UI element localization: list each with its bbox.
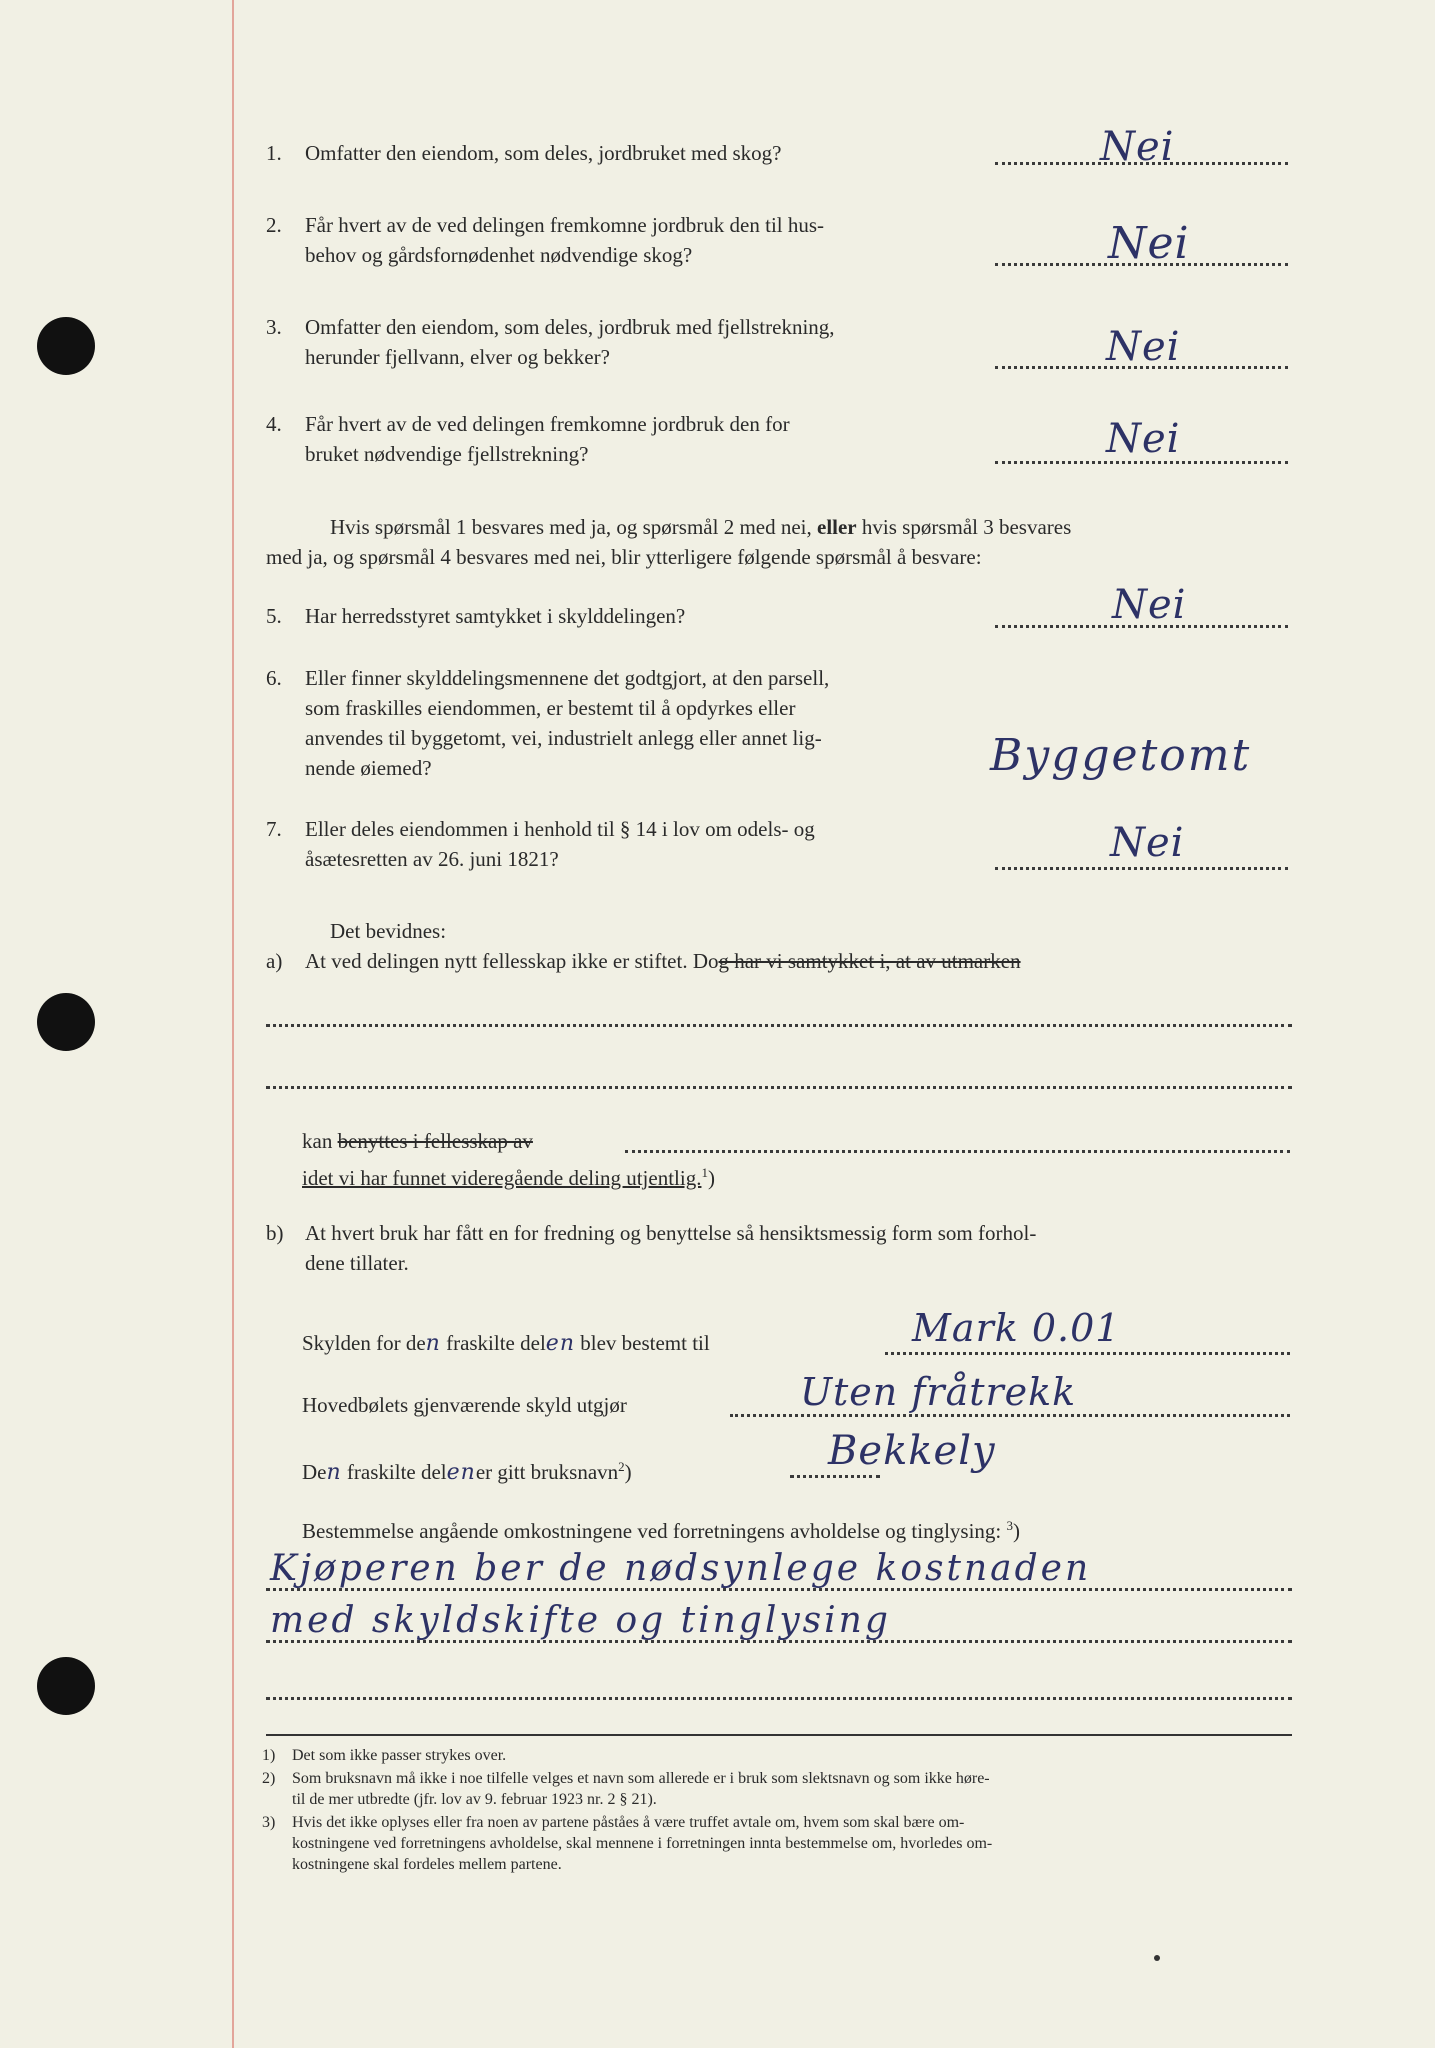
- skyld-line-3-paren: ): [624, 1460, 632, 1484]
- answer-2: Nei: [1108, 218, 1190, 269]
- footnote-1-line-1: Det som ikke passer strykes over.: [292, 1747, 507, 1764]
- skyld-line-3-sup: 2: [618, 1459, 625, 1474]
- skyld-line-1-c: blev bestemt til: [580, 1331, 710, 1355]
- kan-struck: benyttes i fellesskap av: [337, 1129, 533, 1153]
- question-4-line-1: Får hvert av de ved delingen fremkomne jordbruk den for: [305, 412, 790, 436]
- item-a-label: a): [266, 949, 283, 973]
- footnote-3-mark: 3): [262, 1814, 276, 1831]
- question-2-line-2: behov og gårdsfornødenhet nødvendige skog?: [305, 243, 693, 267]
- kan-prefix: kan: [302, 1129, 333, 1153]
- answer-4: Nei: [1106, 416, 1181, 462]
- question-4-number: 4.: [266, 412, 282, 436]
- handwriting-cost-2: med skyldskifte og tinglysing: [270, 1600, 891, 1641]
- skyld-line-4-sup: 3: [1006, 1518, 1014, 1533]
- question-3-number: 3.: [266, 315, 282, 339]
- footnote-1-mark: 1): [262, 1747, 276, 1764]
- question-1-text: Omfatter den eiendom, som deles, jordbruket med skog?: [305, 141, 782, 165]
- answer-5: Nei: [1112, 582, 1187, 628]
- answer-7: Nei: [1110, 820, 1185, 866]
- skyld-line-4-paren: ): [1013, 1519, 1021, 1543]
- question-6-line-2: som fraskilles eiendommen, er bestemt til å opdyrkes eller: [305, 696, 796, 720]
- footnote-rule: [266, 1734, 1292, 1736]
- question-5-text: Har herredsstyret samtykket i skylddelingen?: [305, 604, 686, 628]
- skyld-line-3-a: De: [302, 1460, 327, 1484]
- punch-hole-middle: [37, 993, 95, 1051]
- skyld-dots-2: [730, 1414, 1290, 1417]
- question-2-number: 2.: [266, 213, 282, 237]
- question-6-line-1: Eller finner skylddelingsmennene det godtgjort, at den parsell,: [305, 666, 830, 690]
- skyld-line-1-a: Skylden for de: [302, 1331, 426, 1355]
- question-1-number: 1.: [266, 141, 282, 165]
- skyld-hw-3: n: [326, 1460, 342, 1485]
- answer-line-7: [995, 867, 1288, 870]
- skyld-answer-1: Mark 0.01: [912, 1306, 1121, 1350]
- answer-1: Nei: [1100, 124, 1175, 170]
- page-dot: [1154, 1955, 1160, 1961]
- footnote-2: [262, 1768, 1292, 1810]
- skyld-line-4: [302, 1510, 1020, 1547]
- intro-line-2: med ja, og spørsmål 4 besvares med nei, blir ytterligere følgende spørsmål å besvare:: [266, 545, 982, 569]
- skyld-line-1-b: fraskilte del: [446, 1331, 546, 1355]
- item-a-struck: g har vi samtykket i, at av utmarken: [718, 949, 1021, 973]
- skyld-hw-4: en: [446, 1460, 476, 1485]
- answer-6: Byggetomt: [990, 730, 1252, 781]
- blank-line-3: [266, 1697, 1292, 1700]
- skyld-line-3-b: fraskilte del: [346, 1460, 447, 1484]
- punch-hole-bottom: [37, 1657, 95, 1715]
- footnote-3-line-1: Hvis det ikke oplyses eller fra noen av partene påståes å være truffet avtale om, hvem som skal bære om-: [292, 1814, 965, 1831]
- punch-hole-top: [37, 317, 95, 375]
- intro-bold-word: eller: [817, 515, 857, 539]
- question-7-line-1: Eller deles eiendommen i henhold til § 14 i lov om odels- og: [305, 817, 815, 841]
- margin-rule: [232, 0, 234, 2048]
- skyld-dots-3: [790, 1475, 880, 1478]
- idet-footnote-mark: 1: [701, 1165, 708, 1180]
- skyld-answer-3: Bekkely: [828, 1428, 996, 1474]
- footnote-1: [262, 1745, 1292, 1766]
- handwriting-cost-1: Kjøperen ber de nødsynlege kostnaden: [270, 1548, 1092, 1589]
- skyld-hw-1: n: [425, 1331, 441, 1356]
- kan-line-dots: [625, 1150, 1290, 1153]
- kan-line: [302, 1126, 533, 1157]
- blank-line-1: [266, 1024, 1292, 1027]
- skyld-line-3-c: er gitt bruksnavn: [475, 1460, 619, 1484]
- skyld-line-3: [302, 1451, 632, 1488]
- question-7-line-2: åsætesretten av 26. juni 1821?: [305, 847, 559, 871]
- intro-line-1: [330, 512, 1071, 543]
- idet-text: idet vi har funnet videregående deling utjentlig.: [302, 1166, 702, 1190]
- skyld-line-2: Hovedbølets gjenværende skyld utgjør: [302, 1393, 627, 1417]
- question-5-number: 5.: [266, 604, 282, 628]
- footnote-3-line-3: kostningene skal fordeles mellem partene.: [292, 1856, 562, 1873]
- footnote-2-line-1: Som bruksnavn må ikke i noe tilfelle velges et navn som allerede er i bruk som slektsnavn og som ikke høre-: [292, 1770, 990, 1787]
- footnote-2-mark: 2): [262, 1770, 276, 1787]
- question-2-line-1: Får hvert av de ved delingen fremkomne jordbruk den til hus-: [305, 213, 825, 237]
- question-6-number: 6.: [266, 666, 282, 690]
- intro-line-1-start: Hvis spørsmål 1 besvares med ja, og spørsmål 2 med nei,: [330, 515, 812, 539]
- skyld-line-4-text: Bestemmelse angående omkostningene ved forretningens avholdelse og tinglysing:: [302, 1519, 1002, 1543]
- item-b-label: b): [266, 1221, 284, 1245]
- skyld-line-1: [302, 1328, 710, 1359]
- question-6-line-4: nende øiemed?: [305, 756, 432, 780]
- footnote-3-line-2: kostningene ved forretningens avholdelse, skal mennene i forretningen innta bestemmelse om, hvorledes om-: [292, 1835, 993, 1852]
- blank-line-2: [266, 1086, 1292, 1089]
- question-3-line-1: Omfatter den eiendom, som deles, jordbruk med fjellstrekning,: [305, 315, 835, 339]
- question-3-line-2: herunder fjellvann, elver og bekker?: [305, 345, 610, 369]
- bevidnes-heading: Det bevidnes:: [330, 919, 447, 943]
- question-6-line-3: anvendes til byggetomt, vei, industrielt anlegg eller annet lig-: [305, 726, 822, 750]
- footnote-3: [262, 1812, 1292, 1875]
- answer-3: Nei: [1106, 324, 1181, 370]
- question-7-number: 7.: [266, 817, 282, 841]
- item-b-line-2: dene tillater.: [305, 1251, 409, 1275]
- item-a-main: At ved delingen nytt fellesskap ikke er stiftet. Do: [305, 949, 719, 973]
- question-4-line-2: bruket nødvendige fjellstrekning?: [305, 442, 589, 466]
- skyld-answer-2: Uten fråtrekk: [800, 1370, 1077, 1414]
- skyld-hw-2: en: [545, 1331, 575, 1356]
- idet-line: [302, 1157, 715, 1194]
- item-a-text: [305, 946, 1021, 977]
- footnote-2-line-2: til de mer utbredte (jfr. lov av 9. februar 1923 nr. 2 § 21).: [292, 1791, 657, 1808]
- idet-paren: ): [707, 1166, 715, 1190]
- item-b-line-1: At hvert bruk har fått en for fredning og benyttelse så hensiktsmessig form som forhol-: [305, 1221, 1037, 1245]
- intro-line-1-end: hvis spørsmål 3 besvares: [861, 515, 1072, 539]
- skyld-dots-1: [885, 1352, 1290, 1355]
